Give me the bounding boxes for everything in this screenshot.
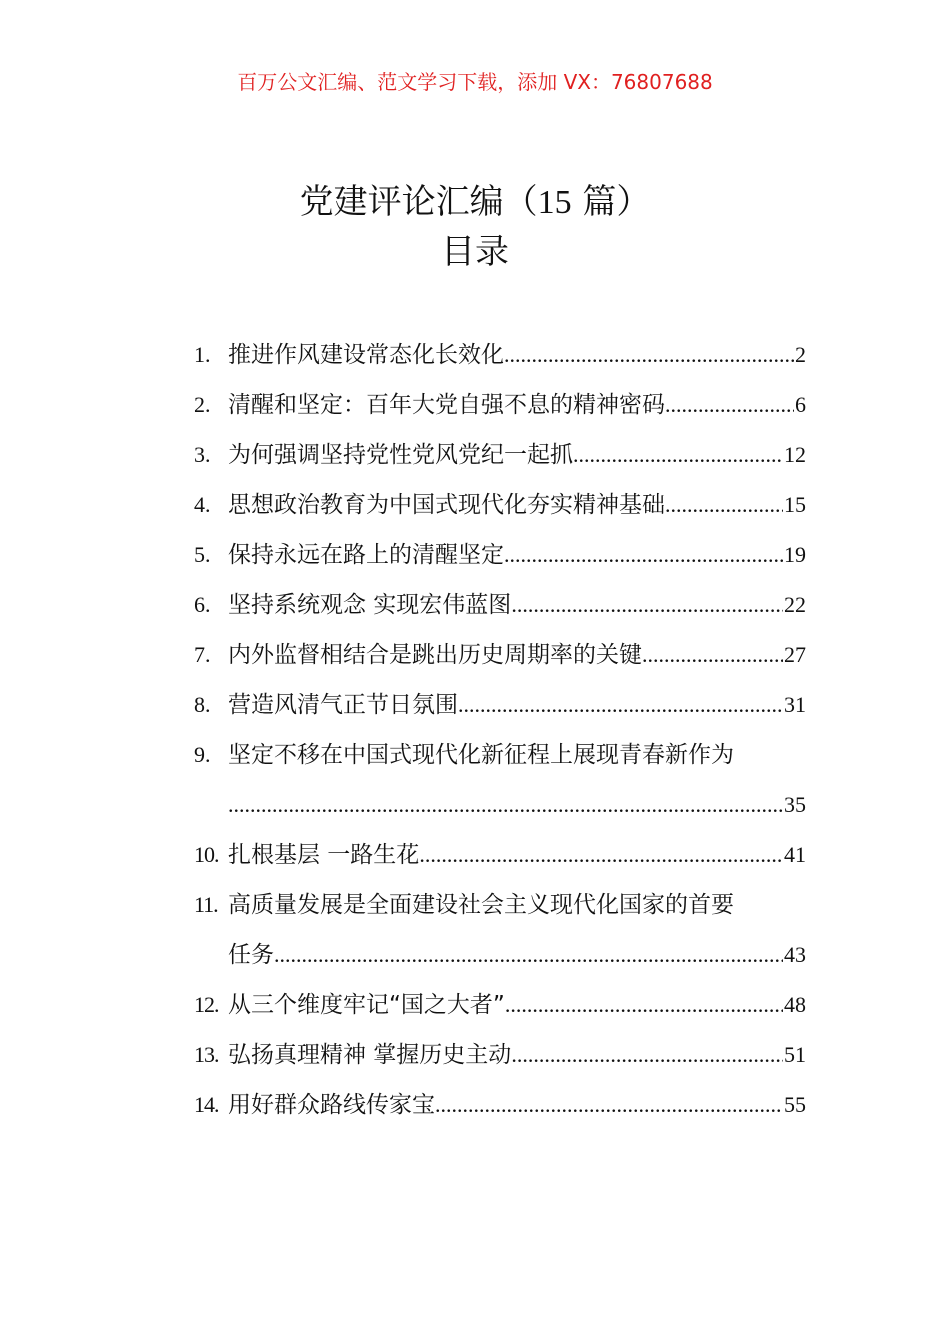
toc-entry-8[interactable] bbox=[194, 680, 806, 730]
toc-entry-title[interactable]: 为何强调坚持党性党风党纪一起抓 bbox=[228, 442, 573, 468]
toc-entry-title[interactable]: 清醒和坚定：百年大党自强不息的精神密码 bbox=[228, 392, 665, 418]
toc-entry-number: 1. bbox=[194, 342, 211, 367]
toc-entry-number: 12. bbox=[194, 992, 219, 1017]
toc-entry-title[interactable]: 保持永远在路上的清醒坚定 bbox=[228, 542, 504, 568]
toc-entry-title[interactable]: 扎根基层 一路生花 bbox=[228, 842, 420, 868]
toc-entry-14[interactable] bbox=[194, 1080, 806, 1130]
dot-leader bbox=[228, 780, 783, 830]
dot-leader bbox=[511, 1030, 783, 1080]
toc-entry-5[interactable] bbox=[194, 530, 806, 580]
header-banner: 百万公文汇编、范文学习下载，添加 VX：76807688 bbox=[237, 70, 713, 94]
toc-entry-page: 15 bbox=[784, 492, 806, 517]
dot-leader bbox=[665, 480, 783, 530]
toc-entry-2[interactable] bbox=[194, 380, 806, 430]
toc-entry-10[interactable] bbox=[194, 830, 806, 880]
dot-leader bbox=[274, 930, 783, 980]
toc-entry-13[interactable] bbox=[194, 1030, 806, 1080]
toc-entry-page: 43 bbox=[784, 942, 806, 967]
toc-entry-title[interactable]: 思想政治教育为中国式现代化夯实精神基础 bbox=[228, 492, 665, 518]
toc-entry-title[interactable]: 坚持系统观念 实现宏伟蓝图 bbox=[228, 592, 512, 618]
toc-entry-page: 48 bbox=[784, 992, 806, 1017]
toc-entry-page: 2 bbox=[795, 342, 806, 367]
toc-entry-title[interactable]: 坚定不移在中国式现代化新征程上展现青春新作为 bbox=[228, 742, 734, 768]
toc-heading: 目录 bbox=[441, 232, 509, 272]
toc-entry-12[interactable] bbox=[194, 980, 806, 1030]
toc-entry-page: 27 bbox=[784, 642, 806, 667]
toc-entry-title[interactable]: 营造风清气正节日氛围 bbox=[228, 692, 458, 718]
toc-entry-page: 51 bbox=[784, 1042, 806, 1067]
table-of-contents bbox=[194, 330, 806, 1130]
toc-entry-1[interactable] bbox=[194, 330, 806, 380]
toc-entry-number: 14. bbox=[194, 1092, 219, 1117]
toc-entry-title[interactable]: 推进作风建设常态化长效化 bbox=[228, 342, 504, 368]
toc-entry-3[interactable] bbox=[194, 430, 806, 480]
dot-leader bbox=[505, 980, 783, 1030]
toc-entry-number: 11. bbox=[194, 892, 218, 917]
toc-entry-number: 4. bbox=[194, 492, 211, 517]
toc-entry-number: 7. bbox=[194, 642, 211, 667]
toc-entry-page: 55 bbox=[784, 1092, 806, 1117]
toc-entry-number: 6. bbox=[194, 592, 211, 617]
dot-leader bbox=[573, 430, 783, 480]
dot-leader bbox=[642, 630, 783, 680]
title-count: 15 bbox=[537, 184, 572, 221]
toc-entry-number: 13. bbox=[194, 1042, 219, 1067]
toc-entry-number: 8. bbox=[194, 692, 211, 717]
toc-entry-page: 19 bbox=[784, 542, 806, 567]
dot-leader bbox=[504, 530, 783, 580]
toc-entry-7[interactable] bbox=[194, 630, 806, 680]
toc-entry-11[interactable] bbox=[194, 880, 806, 980]
dot-leader bbox=[665, 380, 794, 430]
toc-entry-page: 22 bbox=[784, 592, 806, 617]
toc-entry-page: 41 bbox=[784, 842, 806, 867]
dot-leader bbox=[511, 580, 783, 630]
toc-entry-page: 35 bbox=[784, 792, 806, 817]
dot-leader bbox=[419, 830, 783, 880]
toc-entry-number: 9. bbox=[194, 742, 211, 767]
toc-entry-title-continued[interactable]: 任务 bbox=[228, 942, 274, 968]
toc-entry-number: 10. bbox=[194, 842, 219, 867]
toc-entry-6[interactable] bbox=[194, 580, 806, 630]
toc-entry-title[interactable]: 用好群众路线传家宝 bbox=[228, 1092, 435, 1118]
dot-leader bbox=[435, 1080, 783, 1130]
dot-leader bbox=[504, 330, 794, 380]
toc-entry-4[interactable] bbox=[194, 480, 806, 530]
title-prefix: 党建评论汇编（ bbox=[299, 182, 538, 222]
document-title bbox=[0, 178, 950, 227]
toc-entry-title[interactable]: 内外监督相结合是跳出历史周期率的关键 bbox=[228, 642, 642, 668]
toc-entry-title[interactable]: 从三个维度牢记“国之大者” bbox=[228, 992, 505, 1018]
toc-entry-number: 5. bbox=[194, 542, 211, 567]
toc-entry-page: 6 bbox=[795, 392, 806, 417]
toc-entry-page: 31 bbox=[784, 692, 806, 717]
toc-entry-title[interactable]: 高质量发展是全面建设社会主义现代化国家的首要 bbox=[228, 892, 734, 918]
toc-entry-9[interactable] bbox=[194, 730, 806, 830]
title-suffix: 篇） bbox=[571, 182, 651, 222]
dot-leader bbox=[458, 680, 783, 730]
toc-entry-title[interactable]: 弘扬真理精神 掌握历史主动 bbox=[228, 1042, 512, 1068]
toc-entry-page: 12 bbox=[784, 442, 806, 467]
toc-entry-number: 3. bbox=[194, 442, 211, 467]
toc-entry-number: 2. bbox=[194, 392, 211, 417]
